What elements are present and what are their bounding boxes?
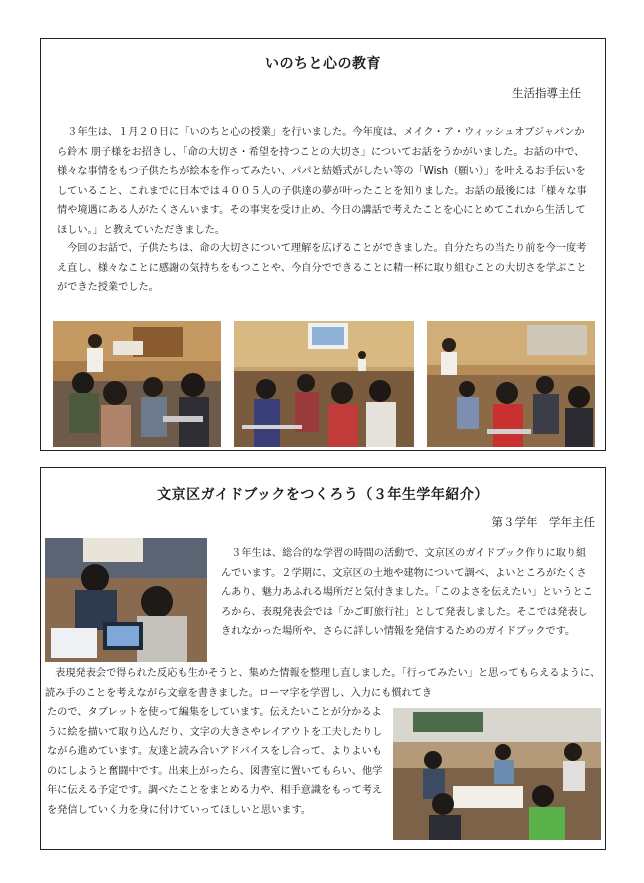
article-paragraph: ３年生は、１月２０日に「いのちと心の授業」を行いました。今年度は、メイク・ア・ウィッシュオブジャパンから鈴木 朋子様をお招きし、「命の大切さ・希望を持つことの大切さ」についてお話をうかがいました。お話の中で、様々な事情をもつ子供たちが絵本を作ってみたい、パパと結婚式がしたい等の「Wish（願い）」を叶えるお手伝いをしていること、これまでに日本では４００５人の子供達の夢が叶ったことを知りました。お話の最後には「様々な事情や境遇にある人がたくさんいます。その事実を受け止め、今日の講話で考えたことを心にとめてこれから生活してほしい。」と教えていただきました。	[57, 127, 587, 236]
article-paragraph: 表現発表会で得られた反応も生かそうと、集めた情報を整理し直しました。「行ってみたい」と思ってもらえるように、読み手のことを考えながら文章を書きました。ローマ字を学習し、入力にも慣れてき	[45, 668, 601, 699]
group-work-photo	[393, 708, 601, 840]
article-author: 第３学年 学年主任	[491, 515, 595, 529]
article-guidebook	[40, 467, 606, 850]
article-paragraph: 今回のお話で、子供たちは、命の大切さについて理解を広げることができました。自分たちの当たり前を今一度考え直し、様々なことに感謝の気持ちをもつことや、今自分でできることに精一杯に取り組むことの大切さを学ぶことができた授業でした。	[57, 243, 587, 294]
lecture-photo-2	[234, 321, 414, 447]
article-paragraph: たので、タブレットを使って編集をしています。伝えたいことが分かるように絵を描いて取り込んだり、文字の大きさやレイアウトを工夫したりしながら進めています。友達と読み合いアドバイスをし合って、よりよいものにしようと奮闘中です。出来上がったら、図書室に置いてもらい、他学年に伝える予定です。調べたことをまとめる力や、相手意識をもって考えを発信していく力を身に付けていってほしいと思います。	[47, 707, 383, 816]
article-title: いのちと心の教育	[265, 56, 381, 72]
lecture-photo-1	[53, 321, 221, 447]
article-inochi	[40, 38, 606, 451]
tablet-photo	[45, 538, 207, 662]
article-title: 文京区ガイドブックをつくろう（３年生学年紹介）	[157, 487, 489, 503]
lecture-photo-3	[427, 321, 595, 447]
article-author: 生活指導主任	[512, 86, 581, 100]
article-paragraph: ３年生は、総合的な学習の時間の活動で、文京区のガイドブック作りに取り組んでいます。２学期に、文京区の土地や建物について調べ、よいところがたくさんあり、魅力あふれる場所だと気付きました。「このよさを伝えたい」というところから、表現発表会では「かご町旅行社」として発表しました。そこでは発表しきれなかった場所や、さらに詳しい情報を発信するためのガイドブックです。	[221, 548, 593, 638]
